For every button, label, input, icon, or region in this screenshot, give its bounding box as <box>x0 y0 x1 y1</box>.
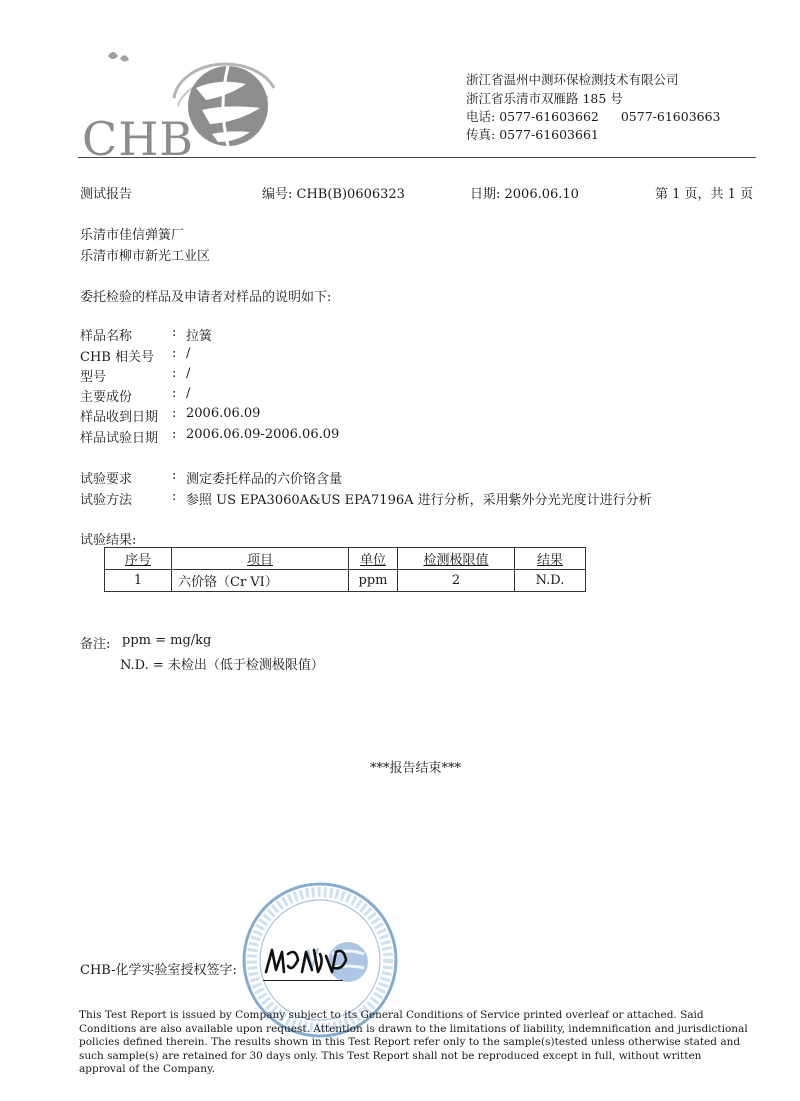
test-requirement-label: 试验要求 <box>80 472 133 487</box>
sample-info-label: 样品收到日期 <box>80 410 159 425</box>
table-cell: 1 <box>105 570 172 592</box>
sample-info-label: 样品名称 <box>80 329 133 344</box>
sample-info-value: 2006.06.09 <box>186 406 261 421</box>
client-address: 乐清市柳市新光工业区 <box>80 249 211 264</box>
column-header: 项目 <box>172 548 349 570</box>
end-marker: ***报告结束*** <box>370 761 462 776</box>
colon: : <box>172 427 177 442</box>
sample-info-value: 拉簧 <box>186 329 213 344</box>
chb-logo-text: CHB <box>82 112 195 166</box>
colon: : <box>172 468 177 483</box>
table-cell: 2 <box>398 570 515 592</box>
sample-info-value: / <box>186 366 191 381</box>
colon: : <box>172 406 177 421</box>
column-header: 结果 <box>515 548 586 570</box>
fax-label: 传真: <box>466 127 496 142</box>
test-requirement-value: 测定委托样品的六价铬含量 <box>186 472 343 487</box>
table-cell: 六价铬（Cr VI） <box>172 570 349 592</box>
table-cell: N.D. <box>515 570 586 592</box>
test-method-label: 试验方法 <box>80 493 133 508</box>
results-table <box>104 547 586 592</box>
notes-line-2: N.D. = 未检出（低于检测极限值） <box>120 658 324 673</box>
signature-label: CHB-化学实验室授权签字: <box>80 963 237 978</box>
column-header: 序号 <box>105 548 172 570</box>
results-title: 试验结果: <box>80 533 137 548</box>
table-cell: ppm <box>349 570 398 592</box>
phone-2: 0577-61603663 <box>620 109 721 124</box>
fax-number: 0577-61603661 <box>499 127 599 142</box>
company-fax <box>466 126 599 144</box>
phone-label: 电话: <box>466 109 496 124</box>
table-row <box>105 570 586 592</box>
sample-info-value: 2006.06.09-2006.06.09 <box>186 427 340 442</box>
client-name: 乐清市佳信弹簧厂 <box>80 228 185 243</box>
notes-line-1: ppm = mg/kg <box>122 633 212 648</box>
test-method-value: 参照 US EPA3060A&US EPA7196A 进行分析，采用紫外分光光度计进行分析 <box>186 493 652 508</box>
colon: : <box>172 489 177 504</box>
intro-text: 委托检验的样品及申请者对样品的说明如下: <box>80 290 332 305</box>
report-date: 日期: 2006.06.10 <box>470 187 579 202</box>
sample-info-value: / <box>186 346 191 361</box>
column-header: 单位 <box>349 548 398 570</box>
column-header: 检测极限值 <box>398 548 515 570</box>
company-name: 浙江省温州中测环保检测技术有限公司 <box>466 72 679 87</box>
header-divider <box>78 157 756 158</box>
sample-info-label: 主要成份 <box>80 390 133 405</box>
phone-1: 0577-61603662 <box>499 109 599 124</box>
company-address: 浙江省乐清市双雁路 185 号 <box>466 91 623 106</box>
sample-info-label: CHB 相关号 <box>80 350 154 365</box>
colon: : <box>172 366 177 381</box>
company-phone <box>466 108 721 126</box>
page-indicator: 第 1 页，共 1 页 <box>655 187 754 202</box>
handwritten-signature <box>262 942 352 982</box>
colon: : <box>172 325 177 340</box>
colon: : <box>172 346 177 361</box>
signature-line <box>263 980 343 981</box>
sample-info-label: 型号 <box>80 370 107 385</box>
colon: : <box>172 386 177 401</box>
sample-info-label: 样品试验日期 <box>80 431 159 446</box>
footer-disclaimer: This Test Report is issued by Company subject to its General Conditions of Service printed overleaf or attached. Said Conditions are also available upon request. Attention is drawn to the limitations of liability, indemnification and jurisdictional policies defined therein. The results shown in this Test Report refer only to the sample(s)tested unless otherwise stated and such sample(s) are retained for 30 days only. This Test Report shall not be reproduced except in full, without written approval of the Company. <box>79 1009 748 1075</box>
notes-label: 备注: <box>80 637 111 652</box>
sample-info-value: / <box>186 386 191 401</box>
report-number: 编号: CHB(B)0606323 <box>262 187 405 202</box>
table-header-row <box>105 548 586 570</box>
report-title: 测试报告 <box>80 187 133 202</box>
